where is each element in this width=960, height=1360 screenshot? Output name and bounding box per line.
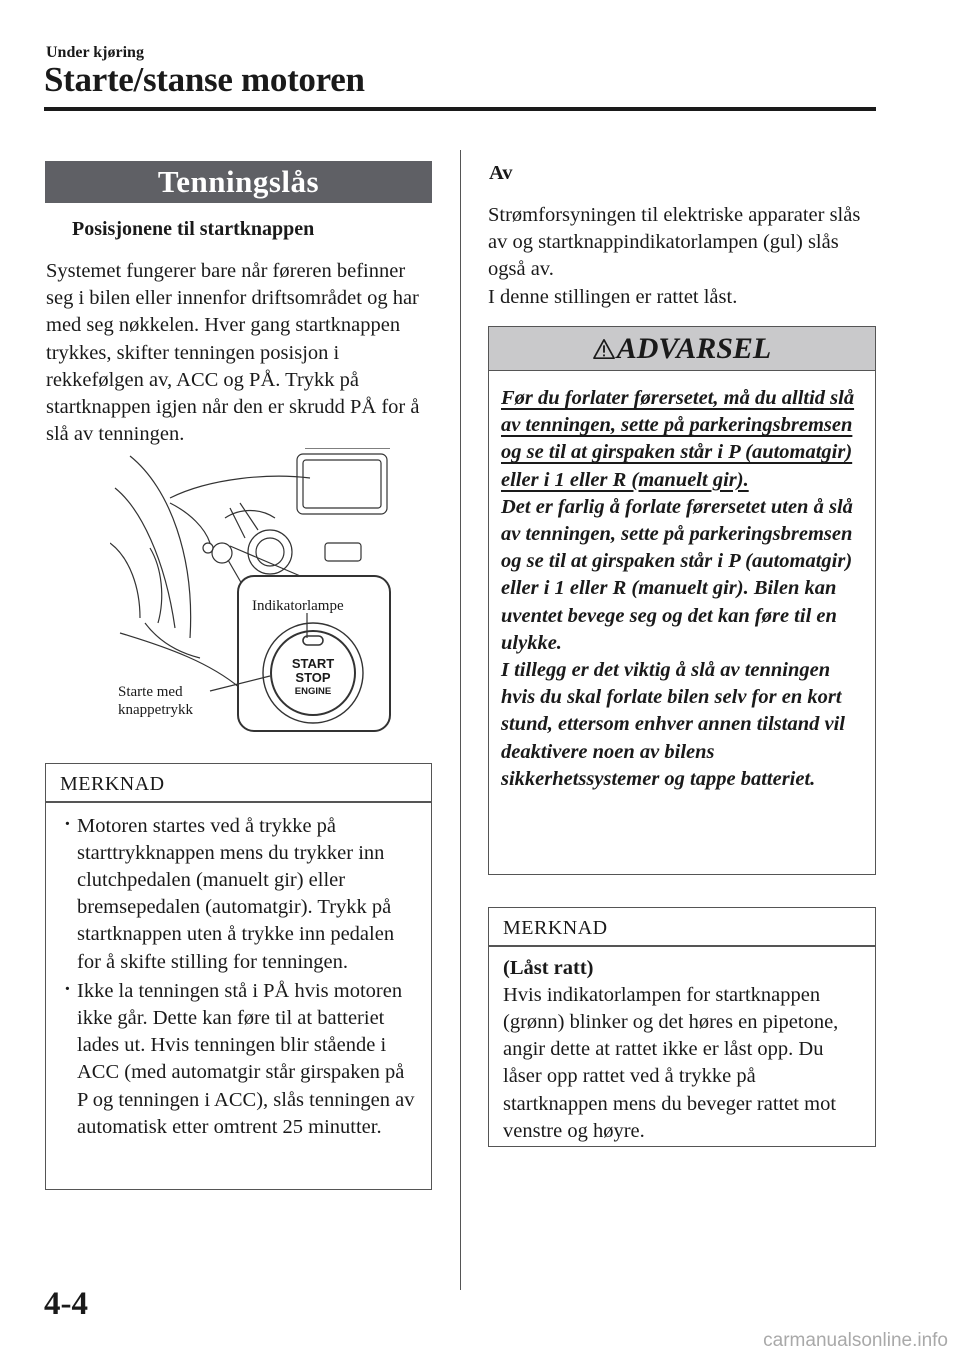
page-title: Starte/stanse motoren [44,60,365,99]
warning-title: ADVARSEL [616,332,772,365]
warning-title-wrap [593,327,772,371]
dashboard-line [170,476,310,498]
warning-text-1: Det er farlig å forlate førersetet uten å slå av tenningen, sette på parkeringsbremsen og se til at girspaken står i P (automatgir) eller i 1 eller R (manuelt gir). Bilen kan uventet bevege seg og det kan føre til en ulykke. [501,495,853,654]
vent-lines [230,503,258,538]
off-paragraph [488,202,878,311]
note-box-left [45,763,432,1190]
gauge-inner [256,538,284,566]
steering-wheel-line [110,543,140,618]
note-box-right [488,907,876,1147]
steering-wheel-line [150,548,162,623]
warning-triangle-icon [593,338,615,360]
subheading: Posisjonene til startknappen [72,218,315,240]
section-banner: Tenningslås [45,161,432,203]
note-text: Hvis indikatorlampen for startknappen (grønn) blinker og det høres en pipetone, angir dette at rattet ikke er låst opp. Du låser opp rattet ved å trykke på startknappen mens du beveger rattet mot venstre og høyre. [503,983,839,1142]
note-bullet: · Motoren startes ved å trykke på starttrykknappen mens du trykker inn clutchpedalen (manuelt gir) eller bremsepedalen (automatgir). Trykk på startknappen uten å trykke inn pedalen for å skifte stilling for tenningen. [60,813,417,976]
warning-underlined-text: Før du forlater førersetet, må du alltid slå av tenningen, sette på parkeringsbremsen og se til at girspaken står i P (automatgir) eller i 1 eller R (manuelt gir). [501,387,855,491]
column-divider [460,150,461,1290]
watermark: carmanualsonline.info [763,1330,948,1351]
dashboard-line [170,503,210,543]
intro-paragraph: Systemet fungerer bare når føreren befinner seg i bilen eller innenfor driftsområdet og har med seg nøkkelen. Hver gang startknappen trykkes, skifter tenningen posisjon i rekkefølgen av, ACC og PÅ. Trykk på startknappen igjen når den er skrudd PÅ for å slå av tenningen. [46,260,420,446]
dashboard-line [120,633,240,688]
button-text-start: START [291,656,335,671]
dashboard-drawing [110,448,395,738]
button-text-engine: ENGINE [294,686,332,697]
off-paragraph-2: I denne stillingen er rattet låst. [488,285,738,308]
note-bullet: · Ikke la tenningen stå i PÅ hvis motoren ikke går. Dette kan føre til at batteriet lades ut. Hvis tenningen blir stående i ACC (med automatgir står girspaken på P og tenningen i ACC), slås tenningen av automatisk etter omtrent 25 minutter. [60,978,417,1141]
note-body [489,947,875,1155]
note-title: MERKNAD [60,773,165,795]
gauge [248,530,292,574]
note-subheading: (Låst ratt) [503,956,594,979]
warning-text-2: I tillegg er det viktig å slå av tenningen hvis du skal forlate bilen selv for en kort stund, ettersom enhver annen tilstand vil deaktivere noen av bilens sikkerhetssystemer og tappe batteriet. [501,659,845,790]
warning-body [489,371,875,793]
note-body [46,803,431,1151]
button-label-line-2: knappetrykk [118,702,193,718]
dash-knob [203,543,213,553]
air-vent [325,543,361,561]
warning-header [489,327,875,371]
section-label: Under kjøring [46,44,144,61]
note-bullets [60,813,417,1141]
steering-wheel-line [145,623,200,658]
start-button-illustration [110,448,395,738]
off-paragraph-1: Strømforsyningen til elektriske apparater slås av og startknappindikatorlampen (gul) slås også av. [488,204,861,281]
button-text-stop: STOP [295,670,331,685]
warning-box [488,326,876,875]
callout-line [230,546,305,578]
page-number: 4-4 [44,1286,88,1322]
note-title: MERKNAD [503,917,608,939]
button-label-line-1: Starte med [118,684,183,700]
center-display [297,454,387,514]
header-rule [44,107,876,111]
indicator-label: Indikatorlampe [252,598,344,614]
dash-start-button [212,543,232,563]
center-display-inner [303,460,381,508]
off-heading: Av [489,162,513,184]
